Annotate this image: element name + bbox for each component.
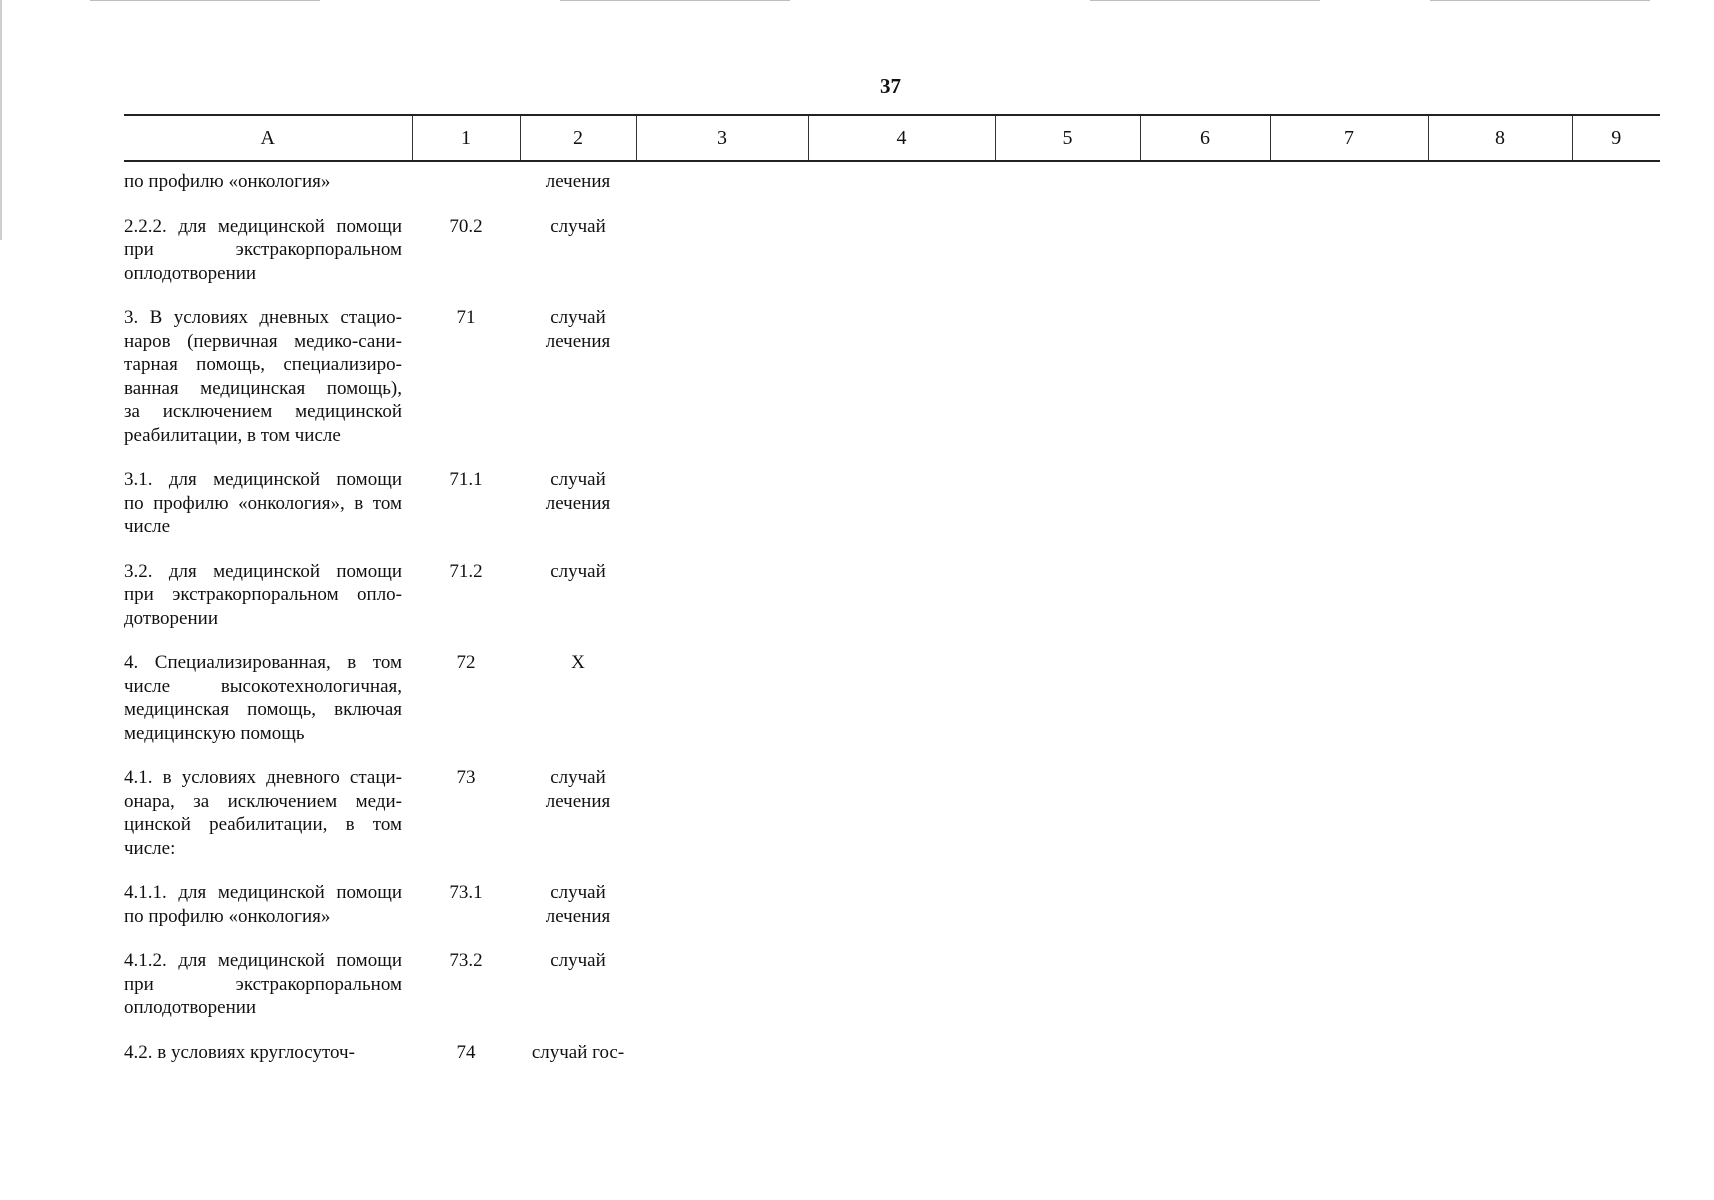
row-empty-cell <box>636 1041 808 1086</box>
row-name-line: 4.1.2. для медицинской помощи <box>124 950 402 971</box>
row-name-cell <box>124 949 412 1041</box>
row-empty-cell <box>1270 766 1428 881</box>
row-empty-cell <box>1428 949 1572 1041</box>
row-number-cell <box>412 161 520 215</box>
row-name-line: по профилю «онкология», в том <box>124 492 402 514</box>
row-name-line: за исключением медицинской <box>124 401 402 422</box>
row-empty-cell <box>808 651 995 766</box>
row-name-line: числе высокотехнологичная, <box>124 675 402 697</box>
row-unit-line: случай <box>550 307 606 328</box>
row-name-line: тарная помощь, специализиро- <box>124 354 402 375</box>
row-name-cell <box>124 161 412 215</box>
row-unit-cell <box>520 1041 636 1086</box>
row-empty-cell <box>1572 306 1660 468</box>
row-number-cell: 71.1 <box>449 469 483 490</box>
row-empty-cell <box>995 560 1140 652</box>
row-unit-line: случай <box>550 215 606 237</box>
table-header-row <box>124 115 1660 161</box>
column-header: 3 <box>636 115 808 161</box>
row-empty-cell <box>1270 1041 1428 1086</box>
row-empty-cell <box>1428 1041 1572 1086</box>
row-empty-cell <box>995 215 1140 307</box>
scan-edge <box>90 0 320 1</box>
row-empty-cell <box>1428 161 1572 215</box>
table-row <box>124 881 1660 949</box>
column-header: А <box>124 115 412 161</box>
row-name-line: ванная медицинская помощь), <box>124 377 402 399</box>
row-empty-cell <box>808 1041 995 1086</box>
row-empty-cell <box>1428 306 1572 468</box>
row-unit-line: случай <box>550 767 606 788</box>
row-empty-cell <box>1270 306 1428 468</box>
row-name-line: по профилю «онкология» <box>124 171 331 192</box>
row-name-cell <box>124 560 412 652</box>
row-name-cell <box>124 468 412 560</box>
row-empty-cell <box>1270 468 1428 560</box>
row-unit-line: Х <box>571 652 585 673</box>
row-empty-cell <box>636 881 808 949</box>
row-empty-cell <box>995 161 1140 215</box>
row-unit-cell <box>520 215 636 307</box>
row-unit-cell <box>520 881 636 949</box>
row-number-cell: 72 <box>456 652 476 673</box>
row-empty-cell <box>995 881 1140 949</box>
row-empty-cell <box>1428 766 1572 881</box>
row-name-line: 3.2. для медицинской помощи <box>124 560 402 582</box>
row-empty-cell <box>808 161 995 215</box>
row-empty-cell <box>1270 215 1428 307</box>
row-unit-cell <box>520 468 636 560</box>
table-row <box>124 161 1660 215</box>
row-empty-cell <box>995 949 1140 1041</box>
row-empty-cell <box>995 306 1140 468</box>
row-empty-cell <box>1140 468 1270 560</box>
table-row <box>124 651 1660 766</box>
row-name-line: наров (первичная медико-сани- <box>124 330 402 352</box>
row-empty-cell <box>636 215 808 307</box>
row-empty-cell <box>636 651 808 766</box>
scan-edge <box>0 0 2 240</box>
row-unit-cell <box>520 161 636 215</box>
row-name-line: при экстракорпоральном <box>124 239 402 260</box>
row-empty-cell <box>995 1041 1140 1086</box>
row-name-cell <box>124 881 412 949</box>
row-name-line: 4. Специализированная, в том <box>124 652 402 673</box>
row-empty-cell <box>1270 161 1428 215</box>
row-number-cell: 73 <box>456 767 476 788</box>
row-empty-cell <box>636 949 808 1041</box>
row-unit-line: лечения <box>545 790 611 812</box>
row-empty-cell <box>1428 215 1572 307</box>
row-unit-cell <box>520 949 636 1041</box>
row-number-cell: 71.2 <box>449 560 483 582</box>
row-empty-cell <box>1428 560 1572 652</box>
row-empty-cell <box>1140 306 1270 468</box>
row-empty-cell <box>1572 1041 1660 1086</box>
row-unit-line: лечения <box>545 330 611 352</box>
row-name-line: при экстракорпоральном <box>124 973 402 995</box>
table-row <box>124 949 1660 1041</box>
row-empty-cell <box>1140 949 1270 1041</box>
row-empty-cell <box>808 468 995 560</box>
row-unit-cell <box>520 766 636 881</box>
row-unit-line: случай <box>550 469 606 490</box>
row-empty-cell <box>636 161 808 215</box>
row-empty-cell <box>1140 560 1270 652</box>
row-name-cell <box>124 766 412 881</box>
table-row <box>124 1041 1660 1086</box>
scan-edge <box>560 0 790 1</box>
row-name-line: 4.1. в условиях дневного стаци- <box>124 767 402 788</box>
column-header: 5 <box>995 115 1140 161</box>
row-name-line: по профилю «онкология» <box>124 905 331 927</box>
row-empty-cell <box>808 881 995 949</box>
row-unit-cell <box>520 651 636 766</box>
row-name-line: при экстракорпоральном опло- <box>124 584 402 605</box>
row-name-line: дотворении <box>124 607 218 629</box>
row-empty-cell <box>808 766 995 881</box>
row-empty-cell <box>1140 161 1270 215</box>
row-empty-cell <box>636 468 808 560</box>
row-name-cell <box>124 306 412 468</box>
table-row <box>124 215 1660 307</box>
row-number-cell: 73.1 <box>449 882 483 903</box>
row-unit-line: случай гос- <box>531 1041 625 1063</box>
row-name-line: цинской реабилитации, в том <box>124 814 402 835</box>
row-name-line: 2.2.2. для медицинской помощи <box>124 215 402 237</box>
row-empty-cell <box>1572 766 1660 881</box>
row-empty-cell <box>1572 215 1660 307</box>
table-row <box>124 560 1660 652</box>
row-number-cell: 71 <box>456 307 476 328</box>
row-number-cell: 74 <box>456 1041 476 1063</box>
row-empty-cell <box>1572 468 1660 560</box>
row-empty-cell <box>808 306 995 468</box>
row-empty-cell <box>1572 560 1660 652</box>
column-header: 4 <box>808 115 995 161</box>
row-empty-cell <box>1270 949 1428 1041</box>
row-empty-cell <box>808 949 995 1041</box>
row-name-line: числе: <box>124 837 176 859</box>
page-number: 37 <box>880 74 901 98</box>
document-table-container <box>124 114 1660 1085</box>
row-empty-cell <box>1428 881 1572 949</box>
row-empty-cell <box>1572 881 1660 949</box>
row-empty-cell <box>1572 161 1660 215</box>
document-table <box>124 114 1660 1085</box>
row-empty-cell <box>995 651 1140 766</box>
row-name-line: 3.1. для медицинской помощи <box>124 469 402 490</box>
row-name-line: медицинская помощь, включая <box>124 699 402 720</box>
column-header: 8 <box>1428 115 1572 161</box>
row-unit-line: лечения <box>545 905 611 927</box>
row-unit-line: случай <box>550 882 606 903</box>
column-header: 6 <box>1140 115 1270 161</box>
row-name-line: 4.1.1. для медицинской помощи <box>124 882 402 903</box>
row-empty-cell <box>1270 881 1428 949</box>
row-empty-cell <box>1140 651 1270 766</box>
row-empty-cell <box>1572 949 1660 1041</box>
row-empty-cell <box>1140 766 1270 881</box>
row-number-cell: 73.2 <box>449 950 483 971</box>
row-empty-cell <box>1572 651 1660 766</box>
table-row <box>124 468 1660 560</box>
scan-edge <box>1090 0 1320 1</box>
row-empty-cell <box>1428 651 1572 766</box>
row-empty-cell <box>995 766 1140 881</box>
row-name-line: оплодотворении <box>124 262 257 284</box>
row-empty-cell <box>1140 881 1270 949</box>
row-name-line: оплодотворении <box>124 997 257 1018</box>
row-empty-cell <box>808 560 995 652</box>
row-unit-line: случай <box>550 560 606 582</box>
row-empty-cell <box>995 468 1140 560</box>
row-empty-cell <box>636 306 808 468</box>
row-empty-cell <box>1270 651 1428 766</box>
row-empty-cell <box>808 215 995 307</box>
row-empty-cell <box>1428 468 1572 560</box>
row-name-line: реабилитации, в том числе <box>124 424 341 446</box>
row-name-cell <box>124 651 412 766</box>
row-name-line: числе <box>124 516 171 537</box>
table-body <box>124 161 1660 1085</box>
row-name-cell <box>124 215 412 307</box>
row-empty-cell <box>636 766 808 881</box>
row-unit-cell <box>520 560 636 652</box>
column-header: 2 <box>520 115 636 161</box>
column-header: 7 <box>1270 115 1428 161</box>
row-unit-cell <box>520 306 636 468</box>
row-name-line: 3. В условиях дневных стацио- <box>124 307 402 328</box>
column-header: 1 <box>412 115 520 161</box>
row-empty-cell <box>1140 215 1270 307</box>
row-unit-line: лечения <box>545 492 611 514</box>
row-name-line: медицинскую помощь <box>124 722 305 744</box>
column-header: 9 <box>1572 115 1660 161</box>
table-row <box>124 306 1660 468</box>
row-number-cell: 70.2 <box>449 215 483 237</box>
row-name-line: онара, за исключением меди- <box>124 790 402 812</box>
row-empty-cell <box>1140 1041 1270 1086</box>
row-name-cell <box>124 1041 412 1086</box>
row-empty-cell <box>636 560 808 652</box>
row-unit-line: случай <box>550 950 606 971</box>
table-row <box>124 766 1660 881</box>
scan-edge <box>1430 0 1650 1</box>
row-unit-line: лечения <box>545 171 611 192</box>
row-empty-cell <box>1270 560 1428 652</box>
row-name-line: 4.2. в условиях круглосуточ- <box>124 1041 355 1063</box>
